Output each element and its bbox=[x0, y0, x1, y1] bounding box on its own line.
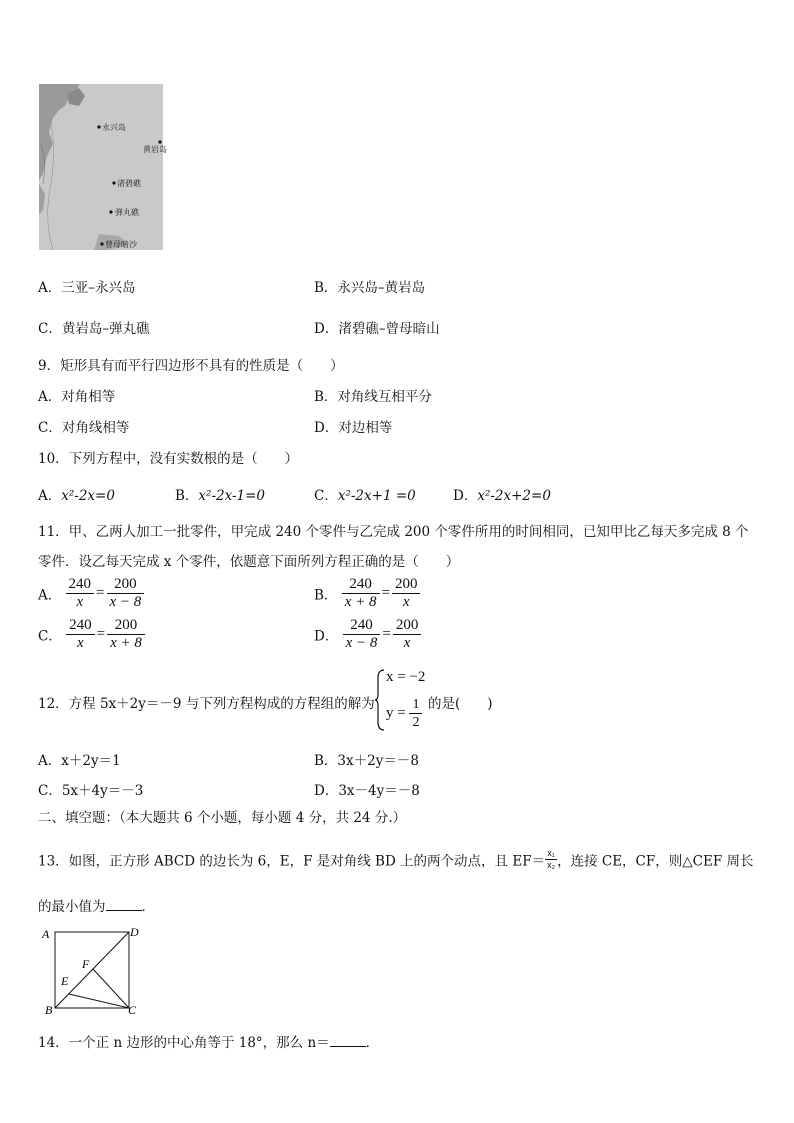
q12-stem-end: 的是( ) bbox=[428, 696, 493, 712]
q8-option-b: B．永兴岛–黄岩岛 bbox=[314, 280, 426, 296]
q10-option-c: C．x²-2x+1 =0 bbox=[314, 488, 416, 504]
system-eq-x: x = −2 bbox=[386, 669, 426, 685]
map-label: 渚碧礁 bbox=[117, 179, 141, 188]
q13-stem: 13．如图，正方形 ABCD 的边长为 6，E，F 是对角线 BD 上的两个动点，且 EF＝ $\frac{\text{x₁}}{\text{x₂}}$ ，连接 CE，CF，则△CEF 周长 bbox=[38, 848, 754, 870]
vertex-label-f: F bbox=[82, 957, 90, 971]
q8-option-d: D．渚碧礁–曾母暗山 bbox=[314, 321, 440, 337]
q9-stem: 9．矩形具有而平行四边形不具有的性质是（ ） bbox=[38, 358, 344, 374]
south-china-sea-map bbox=[39, 84, 167, 250]
vertex-label-c: C bbox=[128, 1003, 137, 1017]
map-label: 黄岩岛 bbox=[143, 145, 167, 154]
section-heading: 二、填空题：（本大题共 6 个小题，每小题 4 分，共 24 分.） bbox=[38, 810, 407, 826]
island-dot bbox=[97, 125, 100, 128]
q12-stem: 12．方程 5x＋2y＝－9 与下列方程构成的方程组的解为 bbox=[38, 696, 375, 712]
q8-option-a: A．三亚–永兴岛 bbox=[38, 280, 136, 296]
q11-option-c: C． $\frac{240}{x}$ = $\frac{200}{x + 8}$ bbox=[38, 617, 145, 652]
q9-option-d: D．对边相等 bbox=[314, 420, 393, 436]
q11-option-d: D． $\frac{240}{x - 8}$ = $\frac{200}{x}$ bbox=[314, 617, 421, 652]
q10-option-d: D．x²-2x+2=0 bbox=[453, 488, 551, 504]
system-eq-y: y = $\frac{1}{2}$ bbox=[386, 696, 422, 731]
map-graphic bbox=[39, 84, 163, 250]
vertex-label-b: B bbox=[45, 1003, 53, 1017]
vertex-label-d: D bbox=[130, 925, 139, 939]
q9-option-a: A．对角相等 bbox=[38, 389, 116, 405]
answer-blank[interactable] bbox=[106, 898, 142, 911]
q12-option-d: D．3x－4y＝－8 bbox=[314, 783, 420, 799]
q9-option-b: B．对角线互相平分 bbox=[314, 389, 432, 405]
q10-option-a: A．x²-2x=0 bbox=[38, 488, 115, 504]
map-label: 曾母暗沙 bbox=[105, 240, 137, 249]
q14-stem: 14．一个正 n 边形的中心角等于 18°，那么 n＝ ． bbox=[38, 1035, 380, 1051]
q11-option-a: A． $\frac{240}{x}$ = $\frac{200}{x - 8}$ bbox=[38, 576, 144, 611]
square-figure bbox=[38, 924, 144, 1016]
vertex-label-a: A bbox=[42, 927, 50, 941]
q12-option-c: C．5x＋4y＝－3 bbox=[38, 783, 144, 799]
vertex-label-e: E bbox=[61, 974, 69, 988]
q9-option-c: C．对角线相等 bbox=[38, 420, 130, 436]
q11-stem-line2: 零件．设乙每天完成 x 个零件，依题意下面所列方程正确的是（ ） bbox=[38, 554, 460, 570]
q13-line2: 的最小值为 ． bbox=[38, 899, 155, 915]
q10-option-b: B．x²-2x-1=0 bbox=[175, 488, 266, 504]
q11-option-b: B． $\frac{240}{x + 8}$ = $\frac{200}{x}$ bbox=[314, 576, 420, 611]
q11-stem-line1: 11．甲、乙两人加工一批零件，甲完成 240 个零件与乙完成 200 个零件所用的时间相同，已知甲比乙每天多完成 8 个 bbox=[38, 524, 749, 540]
q10-stem: 10．下列方程中，没有实数根的是（ ） bbox=[38, 451, 299, 467]
q12-option-b: B．3x＋2y＝－8 bbox=[314, 753, 419, 769]
map-label: 永兴岛 bbox=[102, 123, 126, 132]
q12-option-a: A．x＋2y＝1 bbox=[38, 753, 121, 769]
system-brace bbox=[374, 668, 386, 732]
q8-option-c: C．黄岩岛–弹丸礁 bbox=[38, 321, 150, 337]
answer-blank[interactable] bbox=[330, 1034, 366, 1047]
map-label: 弹丸礁 bbox=[115, 208, 139, 217]
